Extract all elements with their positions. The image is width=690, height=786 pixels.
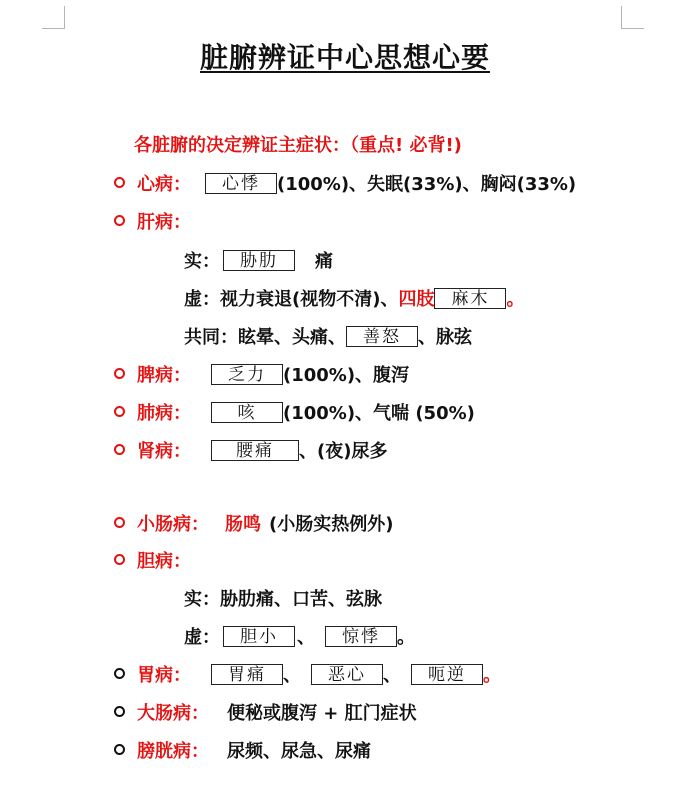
intro-heading: 各脏腑的决定辨证主症状：（重点! 必背!) [134,135,462,156]
stomach-line [114,663,501,689]
stomach-box1: 胃痛 [211,664,283,685]
document-title: 脏腑辨证中心思想心要 [199,41,490,74]
large-intestine-line [114,701,417,727]
bullet-circle-icon [114,444,125,455]
corner-mark-top-left [42,6,65,29]
stomach-box3: 呃逆 [411,664,483,685]
liver-xu-end: 。 [506,289,525,310]
heart-answer-box: 心悸 [205,173,277,194]
liver-label: 肝病： [137,212,191,233]
small-intestine-rest: (小肠实热例外) [269,514,394,535]
kidney-line [114,439,387,465]
bullet-circle-icon [114,706,125,717]
bullet-circle-icon [114,744,125,755]
gallbladder-xu-end: 。 [397,627,415,648]
gallbladder-shi-line: 实：胁肋痛、口苦、弦脉 [184,589,382,610]
liver-shi-line [184,249,333,275]
gallbladder-xu-box2: 惊悸 [325,626,397,647]
lung-answer-box: 咳 [211,402,283,423]
liver-common-line [184,325,472,351]
corner-mark-top-right [621,6,644,29]
bullet-circle-icon [114,554,125,565]
gallbladder-line [114,549,191,575]
stomach-end: 。 [483,665,501,686]
lung-label: 肺病： [137,403,191,424]
bullet-circle-icon [114,368,125,379]
spleen-label: 脾病： [137,365,191,386]
bullet-circle-icon [114,215,125,226]
lung-rest: (100%)、气喘 (50%) [283,403,475,424]
bullet-circle-icon [114,177,125,188]
liver-common-suffix: 、脉弦 [418,327,472,348]
bladder-label: 膀胱病： [137,741,209,762]
large-intestine-rest: 便秘或腹泻 + 肛门症状 [227,703,417,724]
liver-line [114,210,191,236]
gallbladder-xu-sep: 、 [297,627,315,648]
small-intestine-label: 小肠病： [137,514,209,535]
gallbladder-xu-line [184,625,415,651]
stomach-label: 胃病： [137,665,191,686]
heart-rest: (100%)、失眠(33%)、胸闷(33%) [277,174,577,195]
bladder-line [114,739,371,765]
liver-shi-box: 胁肋 [223,250,295,271]
lung-line [114,401,475,427]
gallbladder-xu-box1: 胆小 [223,626,295,647]
stomach-sep2: 、 [383,665,401,686]
bullet-circle-icon [114,517,125,528]
liver-xu-line [184,287,524,313]
liver-xu-red: 四肢 [398,289,435,310]
liver-xu-prefix: 虚：视力衰退(视物不清)、 [184,289,399,310]
spleen-answer-box: 乏力 [211,364,283,385]
liver-shi-suffix: 痛 [315,251,333,272]
kidney-label: 肾病： [137,441,191,462]
large-intestine-label: 大肠病： [137,703,209,724]
bladder-rest: 尿频、尿急、尿痛 [227,741,371,762]
gallbladder-label: 胆病： [137,551,191,572]
liver-xu-box: 麻木 [434,288,506,309]
liver-common-box: 善怒 [346,326,418,347]
liver-common-prefix: 共同：眩晕、头痛、 [184,327,346,348]
gallbladder-xu-prefix: 虚： [184,627,220,648]
heart-label: 心病： [137,174,191,195]
bullet-circle-icon [114,406,125,417]
stomach-box2: 恶心 [311,664,383,685]
liver-shi-prefix: 实： [184,251,220,272]
spleen-line [114,363,409,389]
small-intestine-red: 肠鸣 [225,514,261,535]
kidney-rest: 、(夜)尿多 [299,441,388,462]
kidney-answer-box: 腰痛 [211,440,299,461]
spleen-rest: (100%)、腹泻 [283,365,410,386]
small-intestine-line [114,512,393,538]
heart-line [114,172,576,198]
bullet-circle-icon [114,668,125,679]
stomach-sep1: 、 [283,665,301,686]
